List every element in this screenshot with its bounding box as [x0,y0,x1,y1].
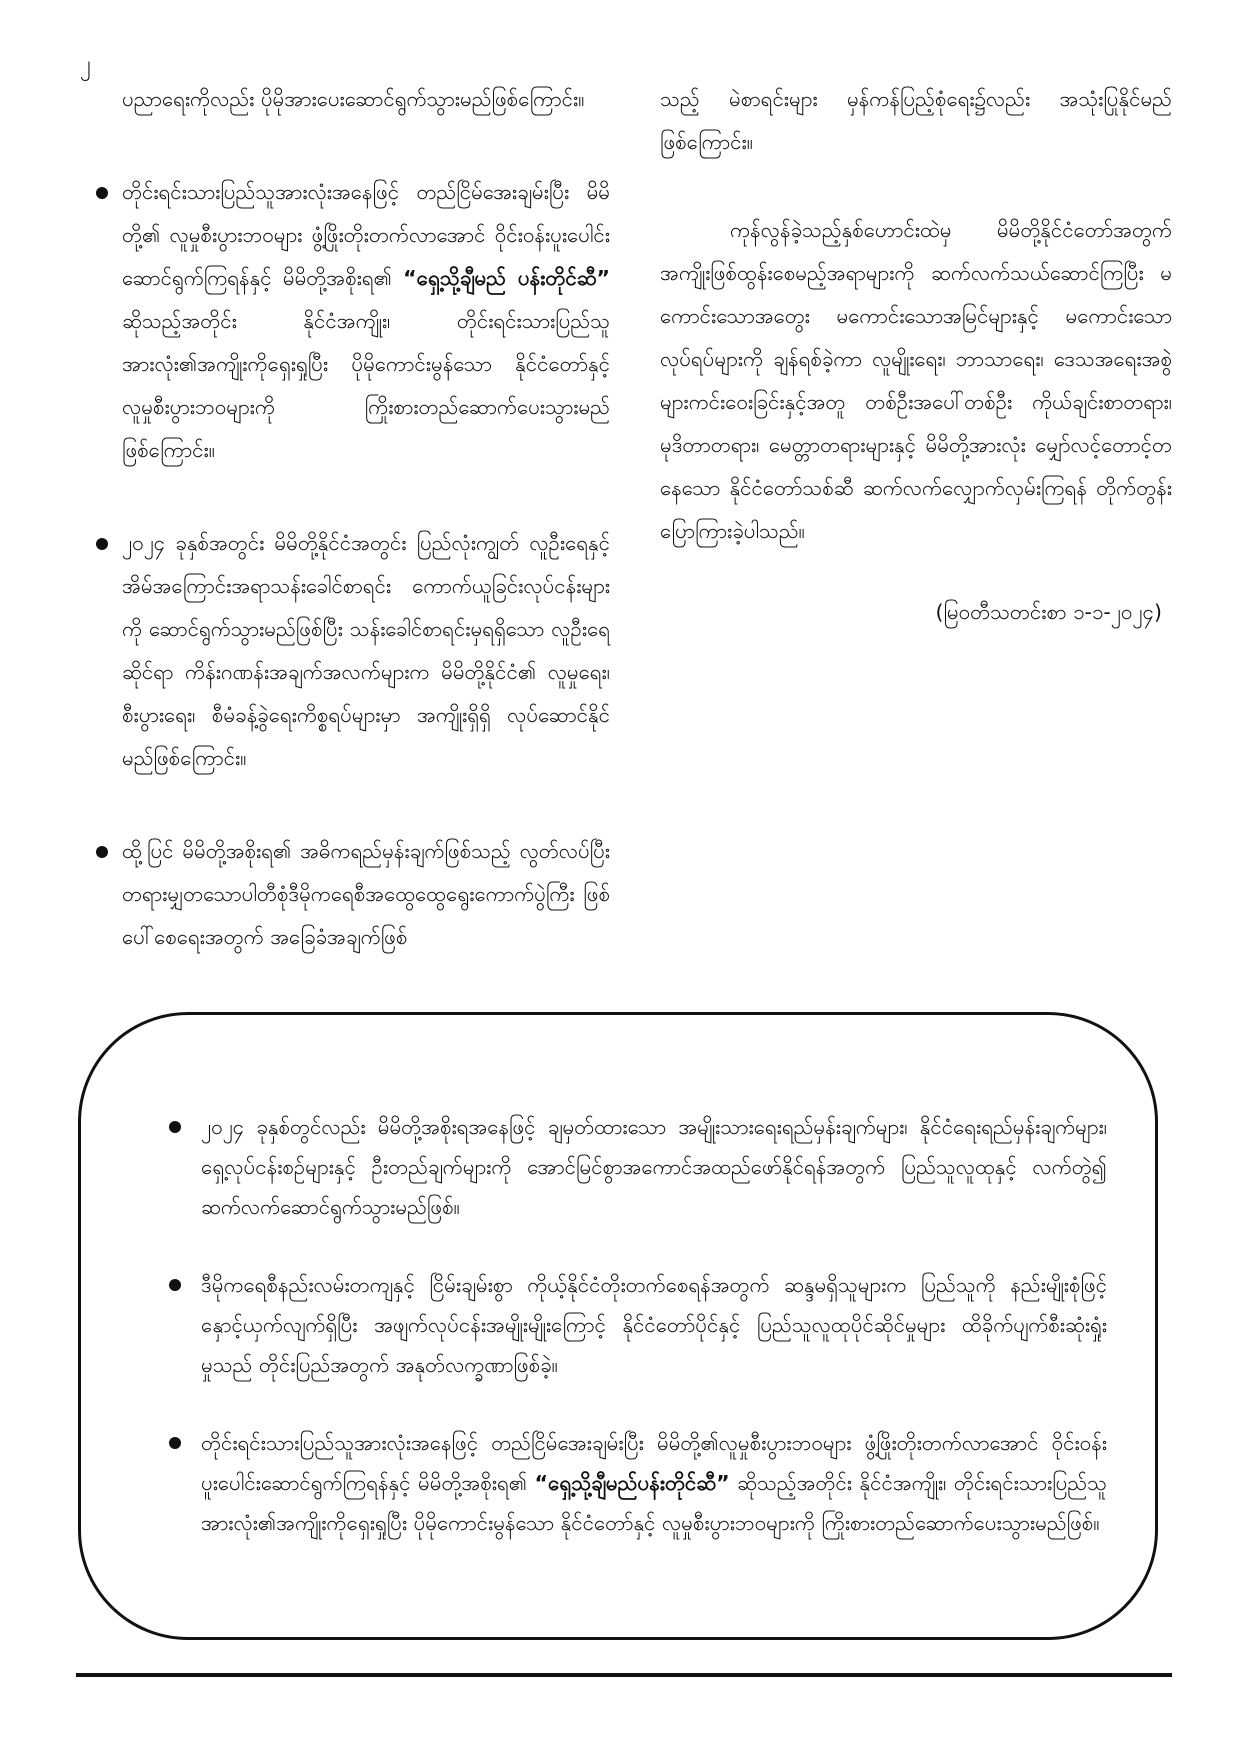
left-bullet-3-text: ထို့ပြင် မိမိတို့အစိုးရ၏ အဓိကရည်မှန်းချက်ဖြစ်သည့် လွတ်လပ်ပြီး တရားမျှတသောပါတီစုံဒီမိုကရေစီအထွေထွေရွေးကောက်ပွဲကြီး ဖြစ်ပေါ်စေရေးအတွက် အခြေခံအချက်ဖြစ် [122,839,610,949]
bullet-icon [169,1437,181,1449]
left-bullet-2-text: ၂၀၂၄ ခုနှစ်အတွင်း မိမိတို့နိုင်ငံအတွင်း ပြည်လုံးကျွတ် လူဦးရေနှင့် အိမ်အကြောင်းအရာသန်းခေါင်စာရင်း ကောက်ယူခြင်းလုပ်ငန်းများကို ဆောင်ရွက်သွားမည်ဖြစ်ပြီး သန်းခေါင်စာရင်းမှရရှိသော လူဦးရေဆိုင်ရာ ကိန်းဂဏန်းအချက်အလက်များက မိမိတို့နိုင်ငံ၏ လူမှုရေး၊ စီးပွားရေး၊ စီမံခန့်ခွဲရေးကိစ္စရပ်များမှာ အကျိုးရှိရှိ လုပ်ဆောင်နိုင်မည်ဖြစ်ကြောင်း။ [122,531,610,770]
summary-bullet-3-text-pre: တိုင်းရင်းသားပြည်သူအားလုံးအနေဖြင့် တည်ငြိမ်အေးချမ်းပြီး မိမိတို့၏လူမှုစီးပွားဘဝများ ဖွံ့ဖြိုးတိုးတက်လာအောင် ဝိုင်းဝန်းပူးပေါင်းဆောင်ရွက်ကြရန်နှင့် မိမိတို့အစိုးရ၏ [201,1431,1107,1495]
bullet-icon [96,846,108,858]
left-bullet-1-text-pre: တိုင်းရင်းသားပြည်သူအားလုံးအနေဖြင့် တည်ငြိမ်အေးချမ်းပြီး မိမိတို့၏ လူမှုစီးပွားဘဝများ ဖွံ့ဖြိုးတိုးတက်လာအောင် ဝိုင်းဝန်းပူးပေါင်းဆောင်ရွက်ကြရန်နှင့် မိမိတို့အစိုးရ၏ [122,180,610,290]
bullet-icon [96,187,108,199]
left-bullet-1-text-post: ဆိုသည့်အတိုင်း နိုင်ငံအကျိုး၊ တိုင်းရင်းသားပြည်သူအားလုံး၏အကျိုးကိုရှေးရှုပြီး ပိုမိုကောင်းမွန်သော နိုင်ငံတော်နှင့် လူမှုစီးပွားဘဝများကို ကြိုးစားတည်ဆောက်ပေးသွားမည်ဖြစ်ကြောင်း။ [122,309,610,462]
summary-bullet-1-text: ၂၀၂၄ ခုနှစ်တွင်လည်း မိမိတို့အစိုးရအနေဖြင့် ချမှတ်ထားသော အမျိုးသားရေးရည်မှန်းချက်များ၊ နိုင်ငံရေးရည်မှန်းချက်များ၊ ရှေ့လုပ်ငန်းစဉ်များနှင့် ဦးတည်ချက်များကို အောင်မြင်စွာအကောင်အထည်ဖော်နိုင်ရန်အတွက် ပြည်သူလူထုနှင့် လက်တွဲ၍ ဆက်လက်ဆောင်ရွက်သွားမည်ဖြစ်။ [201,1115,1107,1219]
summary-bullet-3-slogan: “ရှေ့သို့ချီမည်ပန်းတိုင်ဆီ” [534,1471,730,1495]
summary-bullet-1 [129,1107,1107,1227]
bullet-icon [96,538,108,550]
summary-bullet-3 [129,1423,1107,1543]
summary-bullet-3-text-post: ဆိုသည့်အတိုင်း နိုင်ငံအကျိုး၊ တိုင်းရင်းသားပြည်သူအားလုံး၏အကျိုးကိုရှေးရှုပြီး ပိုမိုကောင်းမွန်သော နိုင်ငံတော်နှင့် လူမှုစီးပွားဘဝများကို ကြိုးစားတည်ဆောက်ပေးသွားမည်ဖြစ်။ [201,1471,1107,1535]
left-column [80,78,610,959]
summary-bullet-2 [129,1265,1107,1385]
left-bullet-2 [80,522,610,780]
page-number: ၂ [80,52,91,77]
left-continuation-text: ပညာရေးကိုလည်း ပိုမိုအားပေးဆောင်ရွက်သွားမည်ဖြစ်ကြောင်း။ [122,87,585,111]
bullet-icon [169,1279,181,1291]
summary-box [78,1012,1158,1640]
right-continuation-text: သည့် မဲစာရင်းများ မှန်ကန်ပြည့်စုံရေး၌လည်း အသုံးပြုနိုင်မည်ဖြစ်ကြောင်း။ [660,87,1172,154]
bullet-icon [169,1121,181,1133]
bottom-divider [76,1673,1172,1677]
right-paragraph: ကုန်လွန်ခဲ့သည့်နှစ်ဟောင်းထဲမှ မိမိတို့နိုင်ငံတော်အတွက် အကျိုးဖြစ်ထွန်းစေမည့်အရာများကို ဆက်လက်သယ်ဆောင်ကြပြီး မကောင်းသောအတွေး မကောင်းသောအမြင်များနှင့် မကောင်းသောလုပ်ရပ်များကို ချန်ရစ်ခဲ့ကာ လူမျိုးရေး၊ ဘာသာရေး၊ ဒေသအရေးအစွဲများကင်းဝေးခြင်းနှင့်အတူ တစ်ဦးအပေါ်တစ်ဦး ကိုယ်ချင်းစာတရား၊ မုဒိတာတရား၊ မေတ္တာတရားများနှင့် မိမိတို့အားလုံး မျှော်လင့်တောင့်တနေသော နိုင်ငံတော်သစ်ဆီ ဆက်လက်လျှောက်လှမ်းကြရန် တိုက်တွန်းပြောကြားခဲ့ပါသည်။ [660,218,1172,543]
summary-bullet-2-text: ဒီမိုကရေစီနည်းလမ်းတကျနှင့် ငြိမ်းချမ်းစွာ ကိုယ့်နိုင်ငံတိုးတက်စေရန်အတွက် ဆန္ဒမရှိသူများက ပြည်သူကို နည်းမျိုးစုံဖြင့် နှောင့်ယှက်လျက်ရှိပြီး အဖျက်လုပ်ငန်းအမျိုးမျိုးကြောင့် နိုင်ငံတော်ပိုင်နှင့် ပြည်သူလူထုပိုင်ဆိုင်မှုများ ထိခိုက်ပျက်စီးဆုံးရှုံးမှုသည် တိုင်းပြည်အတွက် အနုတ်လက္ခဏာဖြစ်ခဲ့။ [201,1273,1107,1377]
source-citation: (မြဝတီသတင်းစာ ၁-၁-၂၀၂၄) [935,600,1162,624]
left-bullet-1-slogan: “ရှေ့သို့ချီမည် ပန်းတိုင်ဆီ” [403,266,610,290]
right-column [660,78,1172,634]
left-bullet-1 [80,171,610,472]
left-bullet-3 [80,830,610,959]
